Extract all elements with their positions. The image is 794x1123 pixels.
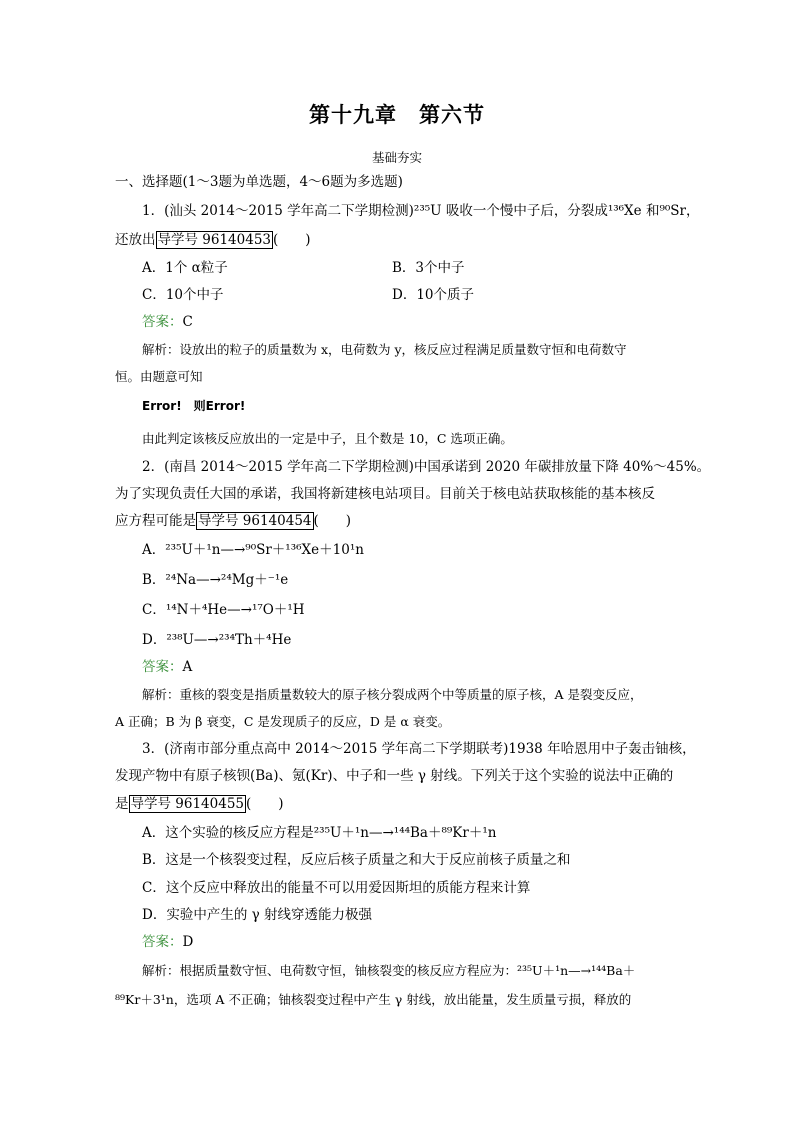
q2-option-a: A．²³⁵U＋¹n—→⁹⁰Sr＋¹³⁶Xe＋10¹n: [142, 542, 364, 558]
q2-stem-line-2: 为了实现负责任大国的承诺，我国将新建核电站项目。目前关于核电站获取核能的基本核反: [115, 486, 655, 502]
q3-answer-value: D: [182, 934, 194, 950]
q1-answer-label: 答案：: [142, 314, 183, 330]
q2-option-d: D．²³⁸U—→²³⁴Th＋⁴He: [142, 632, 292, 648]
q2-answer-blank: ( ): [313, 513, 352, 529]
q1-stem-line-2: [115, 231, 311, 249]
q1-answer-value: C: [182, 314, 193, 330]
q3-analysis-line-1: 解析：根据质量数守恒、电荷数守恒，铀核裂变的核反应方程应为：²³⁵U＋¹n—→¹⁴⁴Ba＋: [142, 963, 636, 978]
q1-option-d: D．10个质子: [392, 287, 475, 303]
q2-option-c: C．¹⁴N＋⁴He—→¹⁷O＋¹H: [142, 602, 305, 618]
q1-answer-blank: ( ): [273, 232, 311, 248]
q2-answer-label: 答案：: [142, 659, 183, 675]
q3-option-d: D．实验中产生的 γ 射线穿透能力极强: [142, 907, 372, 923]
q1-option-c: C．10个中子: [142, 287, 224, 303]
q2-stem-line-3: [115, 512, 351, 530]
q1-analysis-line-3: 由此判定该核反应放出的一定是中子，且个数是 10，C 选项正确。: [142, 431, 513, 446]
q2-option-b: B．²⁴Na—→²⁴Mg＋⁻¹e: [142, 572, 289, 588]
q3-option-a: A．这个实验的核反应方程是²³⁵U＋¹n—→¹⁴⁴Ba＋⁸⁹Kr＋¹n: [142, 825, 497, 841]
q3-stem-prefix: 是: [115, 796, 129, 812]
q1-stem-line-1: 1．(汕头 2014～2015 学年高二下学期检测)²³⁵U 吸收一个慢中子后，分裂成¹³⁶Xe 和⁹⁰Sr，: [142, 203, 700, 219]
q1-option-a: A．1个 α粒子: [142, 260, 228, 276]
q2-analysis-line-2: A 正确；B 为 β 衰变，C 是发现质子的反应，D 是 α 衰变。: [115, 714, 451, 729]
q3-answer-label: 答案：: [142, 934, 183, 950]
q3-answer: [142, 933, 193, 951]
q3-stem-line-2: 发现产物中有原子核钡(Ba)、氪(Kr)、中子和一些 γ 射线。下列关于这个实验的说法中正确的: [115, 768, 674, 784]
q1-analysis-line-1: 解析：设放出的粒子的质量数为 x，电荷数为 y，核反应过程满足质量数守恒和电荷数守: [142, 342, 627, 357]
q1-error-formula: Error! 则Error!: [142, 399, 246, 413]
q3-stem-line-1: 3．(济南市部分重点高中 2014～2015 学年高二下学期联考)1938 年哈恩用中子轰击铀核，: [142, 741, 696, 757]
q3-option-c: C．这个反应中释放出的能量不可以用爱因斯坦的质能方程来计算: [142, 880, 531, 896]
q1-stem-prefix: 还放出: [115, 232, 156, 248]
q1-reference-number: 导学号 96140453: [157, 232, 272, 248]
q2-answer-value: A: [182, 659, 193, 675]
q2-reference-number: 导学号 96140454: [198, 513, 312, 529]
q2-stem-line-1: 2．(南昌 2014～2015 学年高二下学期检测)中国承诺到 2020 年碳排放量下降 40%～45%。: [142, 459, 711, 475]
q3-answer-blank: ( ): [246, 796, 284, 812]
q3-option-b: B．这是一个核裂变过程，反应后核子质量之和大于反应前核子质量之和: [142, 852, 571, 868]
q1-option-b: B．3个中子: [392, 260, 465, 276]
q3-reference-number: 导学号 96140455: [130, 796, 245, 812]
q1-analysis-line-2: 恒。由题意可知: [115, 369, 203, 384]
chapter-title: 第十九章 第六节: [309, 102, 485, 127]
q3-stem-line-3: [115, 795, 284, 813]
q2-stem-prefix: 应方程可能是: [115, 513, 196, 529]
question-type-heading: 一、选择题(1～3题为单选题，4～6题为多选题): [115, 174, 403, 190]
q1-answer: [142, 313, 193, 331]
q3-analysis-line-2: ⁸⁹Kr＋3¹n，选项 A 不正确；铀核裂变过程中产生 γ 射线，放出能量，发生质量亏损，释放的: [115, 992, 632, 1007]
q2-analysis-line-1: 解析：重核的裂变是指质量数较大的原子核分裂成两个中等质量的原子核，A 是裂变反应，: [142, 687, 643, 702]
section-subtitle: 基础夯实: [371, 150, 422, 165]
q2-answer: [142, 658, 192, 676]
